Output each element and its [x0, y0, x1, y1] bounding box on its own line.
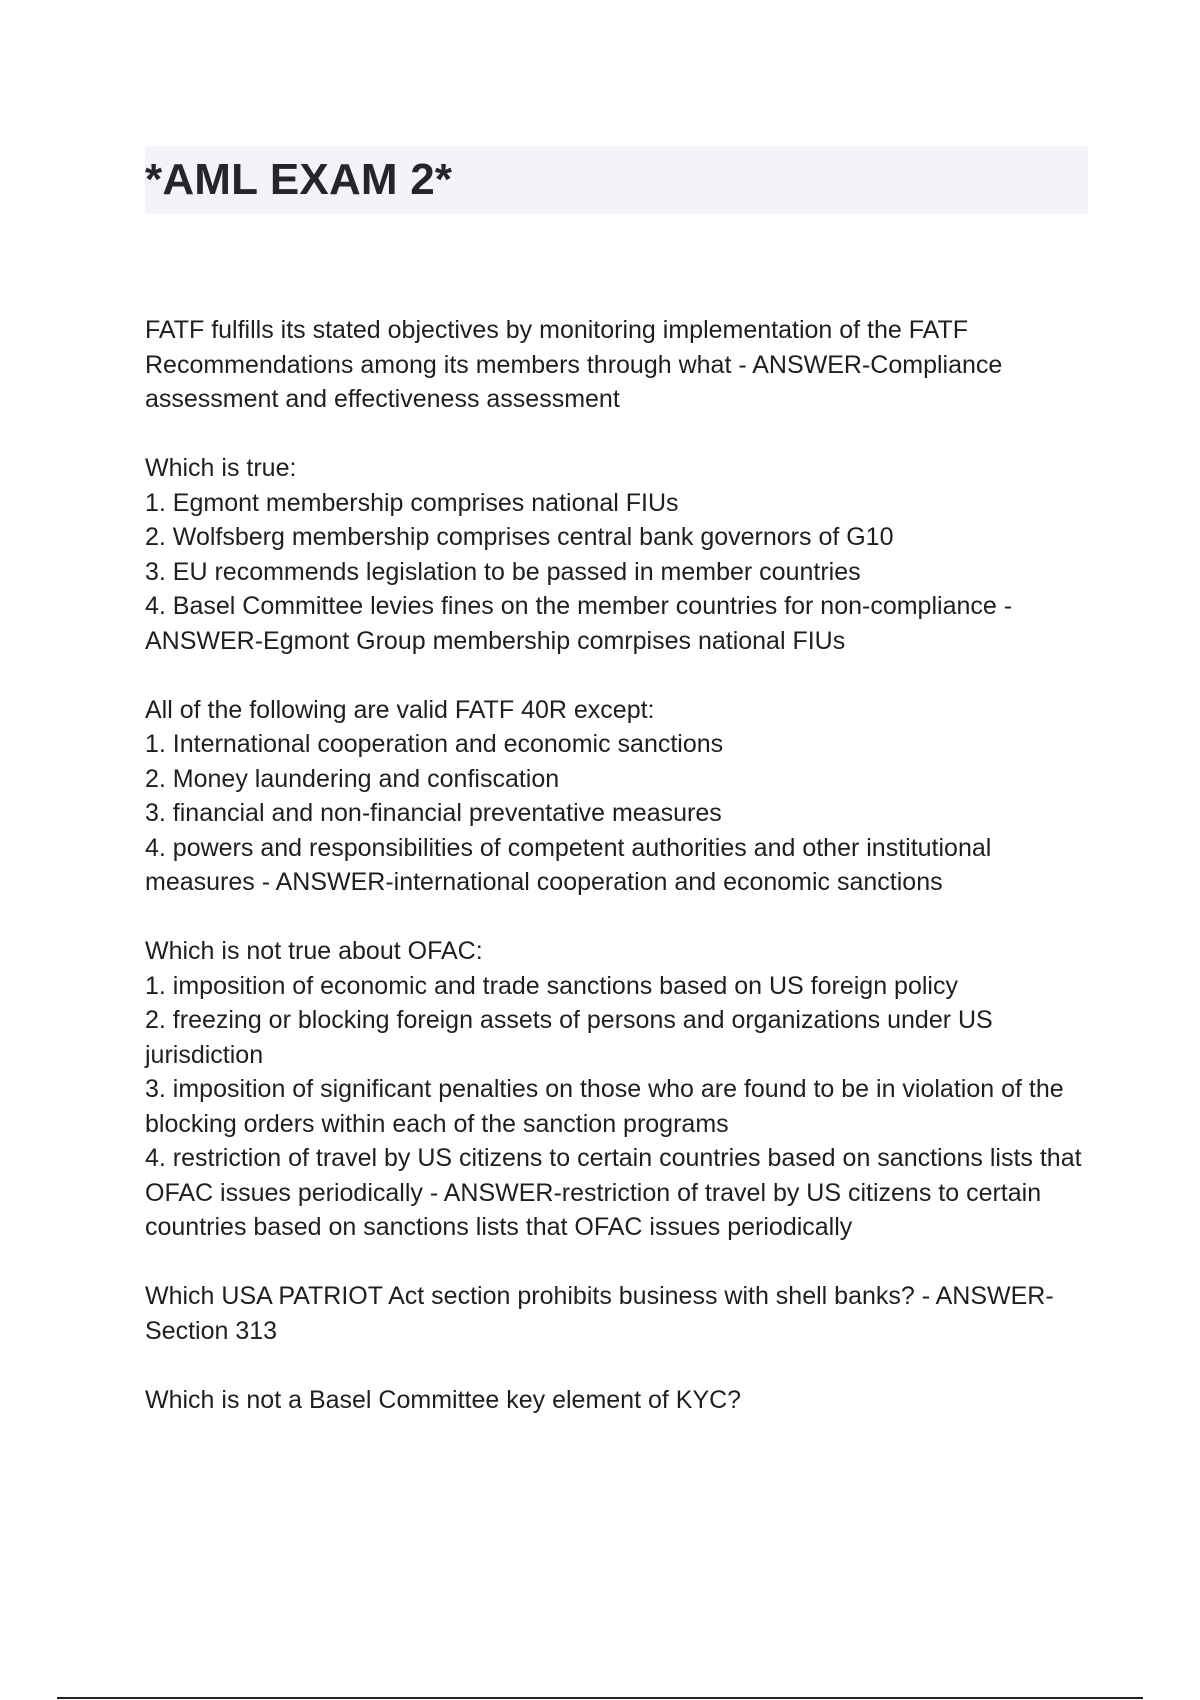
qa-item-3 [145, 693, 1090, 900]
qa-option-with-answer: 4. powers and responsibilities of competent authorities and other institutional measures - ANSWER-international cooperation and economic sanctions [145, 833, 992, 896]
page-title: *AML EXAM 2* [145, 155, 453, 204]
qa-option-with-answer: 4. Basel Committee levies fines on the member countries for non-compliance - ANSWER-Egmont Group membership comrpises national FIUs [145, 592, 1013, 655]
qa-option: 2. Money laundering and confiscation [145, 764, 560, 793]
qa-option: 3. EU recommends legislation to be passed in member countries [145, 557, 861, 586]
qa-option: 2. Wolfsberg membership comprises central bank governors of G10 [145, 523, 894, 551]
qa-question: Which is not true about OFAC: [145, 937, 483, 965]
qa-item-5 [145, 1279, 1090, 1348]
qa-text: FATF fulfills its stated objectives by monitoring implementation of the FATF Recommendations among its members through what - ANSWER-Compliance assessment and effectiveness assessment [145, 316, 1003, 413]
qa-text: Which is not a Basel Committee key element of KYC? [145, 1385, 742, 1414]
qa-item-4 [145, 934, 1090, 1245]
qa-option: 1. Egmont membership comprises national FIUs [145, 488, 679, 517]
qa-option: 1. International cooperation and economic sanctions [145, 730, 724, 758]
qa-option: 2. freezing or blocking foreign assets of persons and organizations under US jurisdiction [145, 1006, 993, 1069]
qa-item-6 [145, 1383, 1090, 1418]
qa-item-2 [145, 451, 1090, 658]
qa-text: Which USA PATRIOT Act section prohibits business with shell banks? - ANSWER-Section 313 [145, 1282, 1054, 1345]
qa-item-1 [145, 313, 1090, 417]
qa-question: All of the following are valid FATF 40R except: [145, 695, 655, 724]
footer-divider [57, 1697, 1143, 1699]
qa-option: 3. financial and non-financial preventative measures [145, 799, 722, 827]
title-banner [145, 146, 1088, 214]
qa-option: 3. imposition of significant penalties on those who are found to be in violation of the blocking orders within each of the sanction programs [145, 1075, 1064, 1138]
qa-question: Which is true: [145, 454, 297, 482]
document-body [145, 313, 1090, 1452]
qa-option-with-answer: 4. restriction of travel by US citizens to certain countries based on sanctions lists that OFAC issues periodically - ANSWER-restriction of travel by US citizens to certain countries based on sanctions lists that OFAC issues periodically [145, 1144, 1082, 1241]
qa-option: 1. imposition of economic and trade sanctions based on US foreign policy [145, 971, 958, 1000]
